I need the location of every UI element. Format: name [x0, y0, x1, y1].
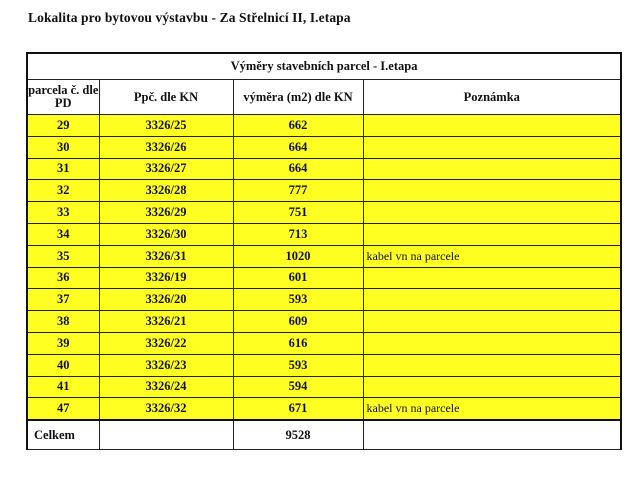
ppc-kn-cell: 3326/29 [99, 202, 233, 224]
area-cell: 1020 [233, 245, 363, 267]
note-cell [363, 289, 621, 311]
table-row [27, 136, 621, 158]
total-row [27, 420, 621, 450]
area-cell: 664 [233, 136, 363, 158]
total-label: Celkem [27, 420, 99, 450]
parcel-pd-cell: 29 [27, 115, 99, 137]
table-header-row [27, 80, 621, 115]
ppc-kn-cell: 3326/26 [99, 136, 233, 158]
note-cell [363, 267, 621, 289]
parcel-pd-cell: 41 [27, 376, 99, 398]
document-title: Lokalita pro bytovou výstavbu - Za Střelnicí II, I.etapa [28, 10, 351, 25]
ppc-kn-cell: 3326/20 [99, 289, 233, 311]
parcel-pd-cell: 36 [27, 267, 99, 289]
parcel-pd-cell: 47 [27, 398, 99, 420]
table-row [27, 354, 621, 376]
header-parcel-pd: parcela č. dle PD [27, 80, 99, 115]
header-note: Poznámka [363, 80, 621, 115]
table-row [27, 180, 621, 202]
table-body [27, 115, 621, 421]
parcel-pd-cell: 34 [27, 223, 99, 245]
total-area: 9528 [233, 420, 363, 450]
header-area: výměra (m2) dle KN [233, 80, 363, 115]
parcel-pd-cell: 38 [27, 311, 99, 333]
area-cell: 609 [233, 311, 363, 333]
total-empty-cell [99, 420, 233, 450]
table-row [27, 376, 621, 398]
area-cell: 616 [233, 332, 363, 354]
ppc-kn-cell: 3326/27 [99, 158, 233, 180]
note-cell [363, 115, 621, 137]
note-cell [363, 202, 621, 224]
table-row [27, 202, 621, 224]
area-cell: 751 [233, 202, 363, 224]
area-cell: 713 [233, 223, 363, 245]
ppc-kn-cell: 3326/23 [99, 354, 233, 376]
area-cell: 601 [233, 267, 363, 289]
parcel-pd-cell: 31 [27, 158, 99, 180]
ppc-kn-cell: 3326/22 [99, 332, 233, 354]
note-cell [363, 223, 621, 245]
table-row [27, 158, 621, 180]
header-ppc-kn: Ppč. dle KN [99, 80, 233, 115]
parcel-pd-cell: 40 [27, 354, 99, 376]
ppc-kn-cell: 3326/24 [99, 376, 233, 398]
ppc-kn-cell: 3326/32 [99, 398, 233, 420]
note-cell [363, 180, 621, 202]
parcel-pd-cell: 39 [27, 332, 99, 354]
note-cell [363, 332, 621, 354]
ppc-kn-cell: 3326/31 [99, 245, 233, 267]
ppc-kn-cell: 3326/21 [99, 311, 233, 333]
ppc-kn-cell: 3326/28 [99, 180, 233, 202]
note-cell: kabel vn na parcele [363, 398, 621, 420]
note-cell [363, 158, 621, 180]
area-cell: 777 [233, 180, 363, 202]
table-row [27, 223, 621, 245]
parcel-pd-cell: 33 [27, 202, 99, 224]
note-cell [363, 376, 621, 398]
table-row [27, 267, 621, 289]
parcel-pd-cell: 37 [27, 289, 99, 311]
area-cell: 594 [233, 376, 363, 398]
table-row [27, 289, 621, 311]
note-cell [363, 311, 621, 333]
table-row [27, 311, 621, 333]
total-note-cell [363, 420, 621, 450]
table-row [27, 398, 621, 420]
parcel-pd-cell: 32 [27, 180, 99, 202]
parcel-area-table [26, 52, 622, 450]
area-cell: 664 [233, 158, 363, 180]
area-cell: 593 [233, 354, 363, 376]
note-cell [363, 354, 621, 376]
parcel-pd-cell: 35 [27, 245, 99, 267]
ppc-kn-cell: 3326/19 [99, 267, 233, 289]
area-cell: 662 [233, 115, 363, 137]
note-cell: kabel vn na parcele [363, 245, 621, 267]
area-cell: 671 [233, 398, 363, 420]
note-cell [363, 136, 621, 158]
table-row [27, 332, 621, 354]
table-caption: Výměry stavebních parcel - I.etapa [27, 53, 621, 80]
ppc-kn-cell: 3326/30 [99, 223, 233, 245]
ppc-kn-cell: 3326/25 [99, 115, 233, 137]
area-cell: 593 [233, 289, 363, 311]
parcel-pd-cell: 30 [27, 136, 99, 158]
table-row [27, 115, 621, 137]
table-row [27, 245, 621, 267]
